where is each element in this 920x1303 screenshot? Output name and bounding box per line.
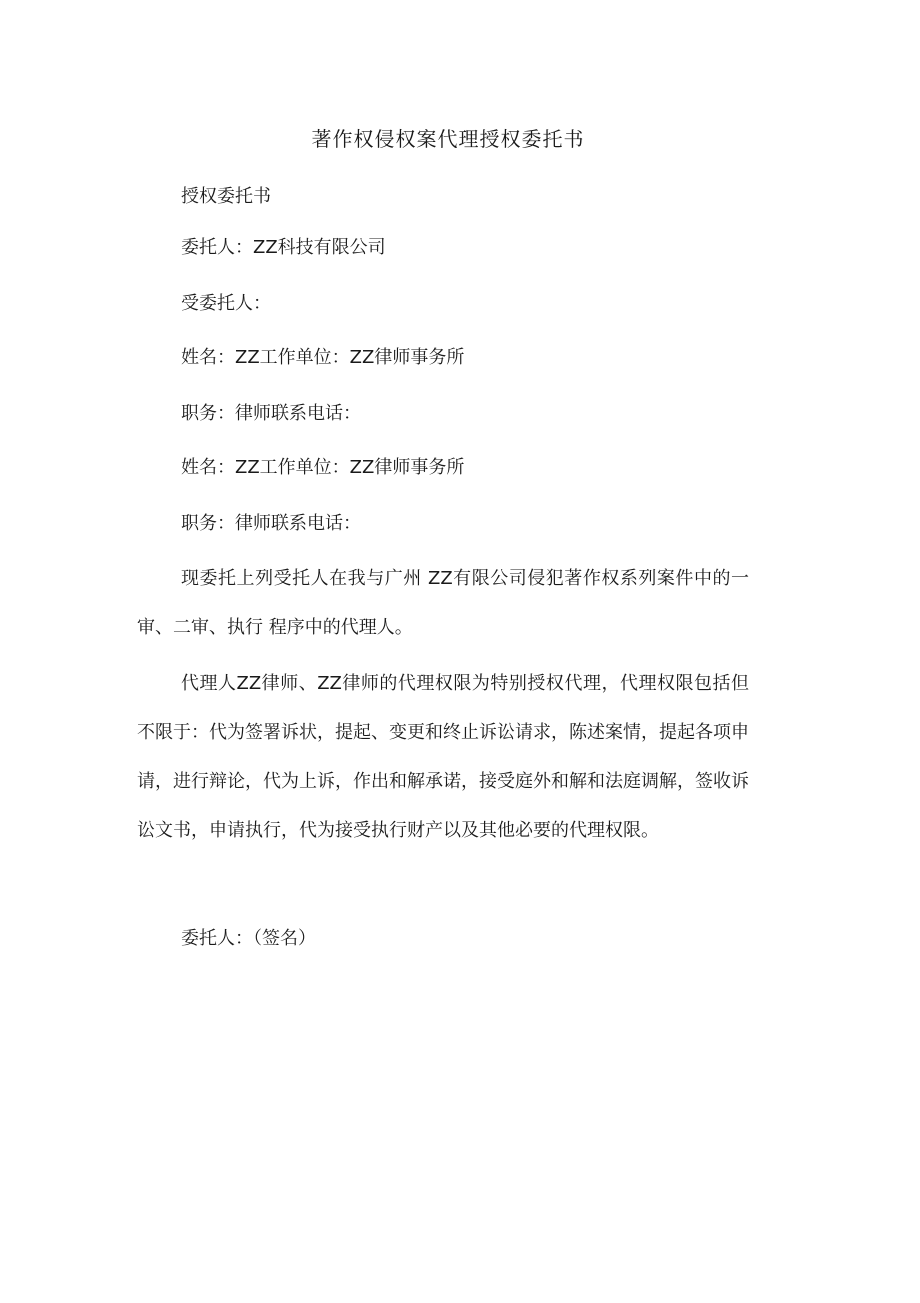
signature-line: 委托人：（签名）: [181, 928, 316, 949]
principal-line: 委托人：ZZ科技有限公司: [181, 237, 386, 258]
agent1-name-line: 姓名：ZZ工作单位：ZZ律师事务所: [181, 347, 465, 368]
agent1-title-line: 职务：律师联系电话：: [181, 403, 361, 424]
agent2-title-line: 职务：律师联系电话：: [181, 513, 361, 534]
agent-label: 受委托人：: [181, 293, 271, 314]
agent2-name-line: 姓名：ZZ工作单位：ZZ律师事务所: [181, 457, 465, 478]
document-title: 著作权侵权案代理授权委托书: [311, 127, 585, 151]
document-heading: 授权委托书: [181, 186, 271, 207]
entrustment-paragraph: 现委托上列受托人在我与广州 ZZ有限公司侵犯著作权系列案件中的一审、二审、执行 程序中的代理人。: [137, 568, 749, 638]
authority-paragraph: 代理人ZZ律师、ZZ律师的代理权限为特别授权代理，代理权限包括但不限于：代为签署诉状，提起、变更和终止诉讼请求，陈述案情，提起各项申请，进行辩论，代为上诉，作出和解承诺，接受庭外和解和法庭调解，签收诉讼文书，申请执行，代为接受执行财产以及其他必要的代理权限。: [137, 673, 749, 841]
